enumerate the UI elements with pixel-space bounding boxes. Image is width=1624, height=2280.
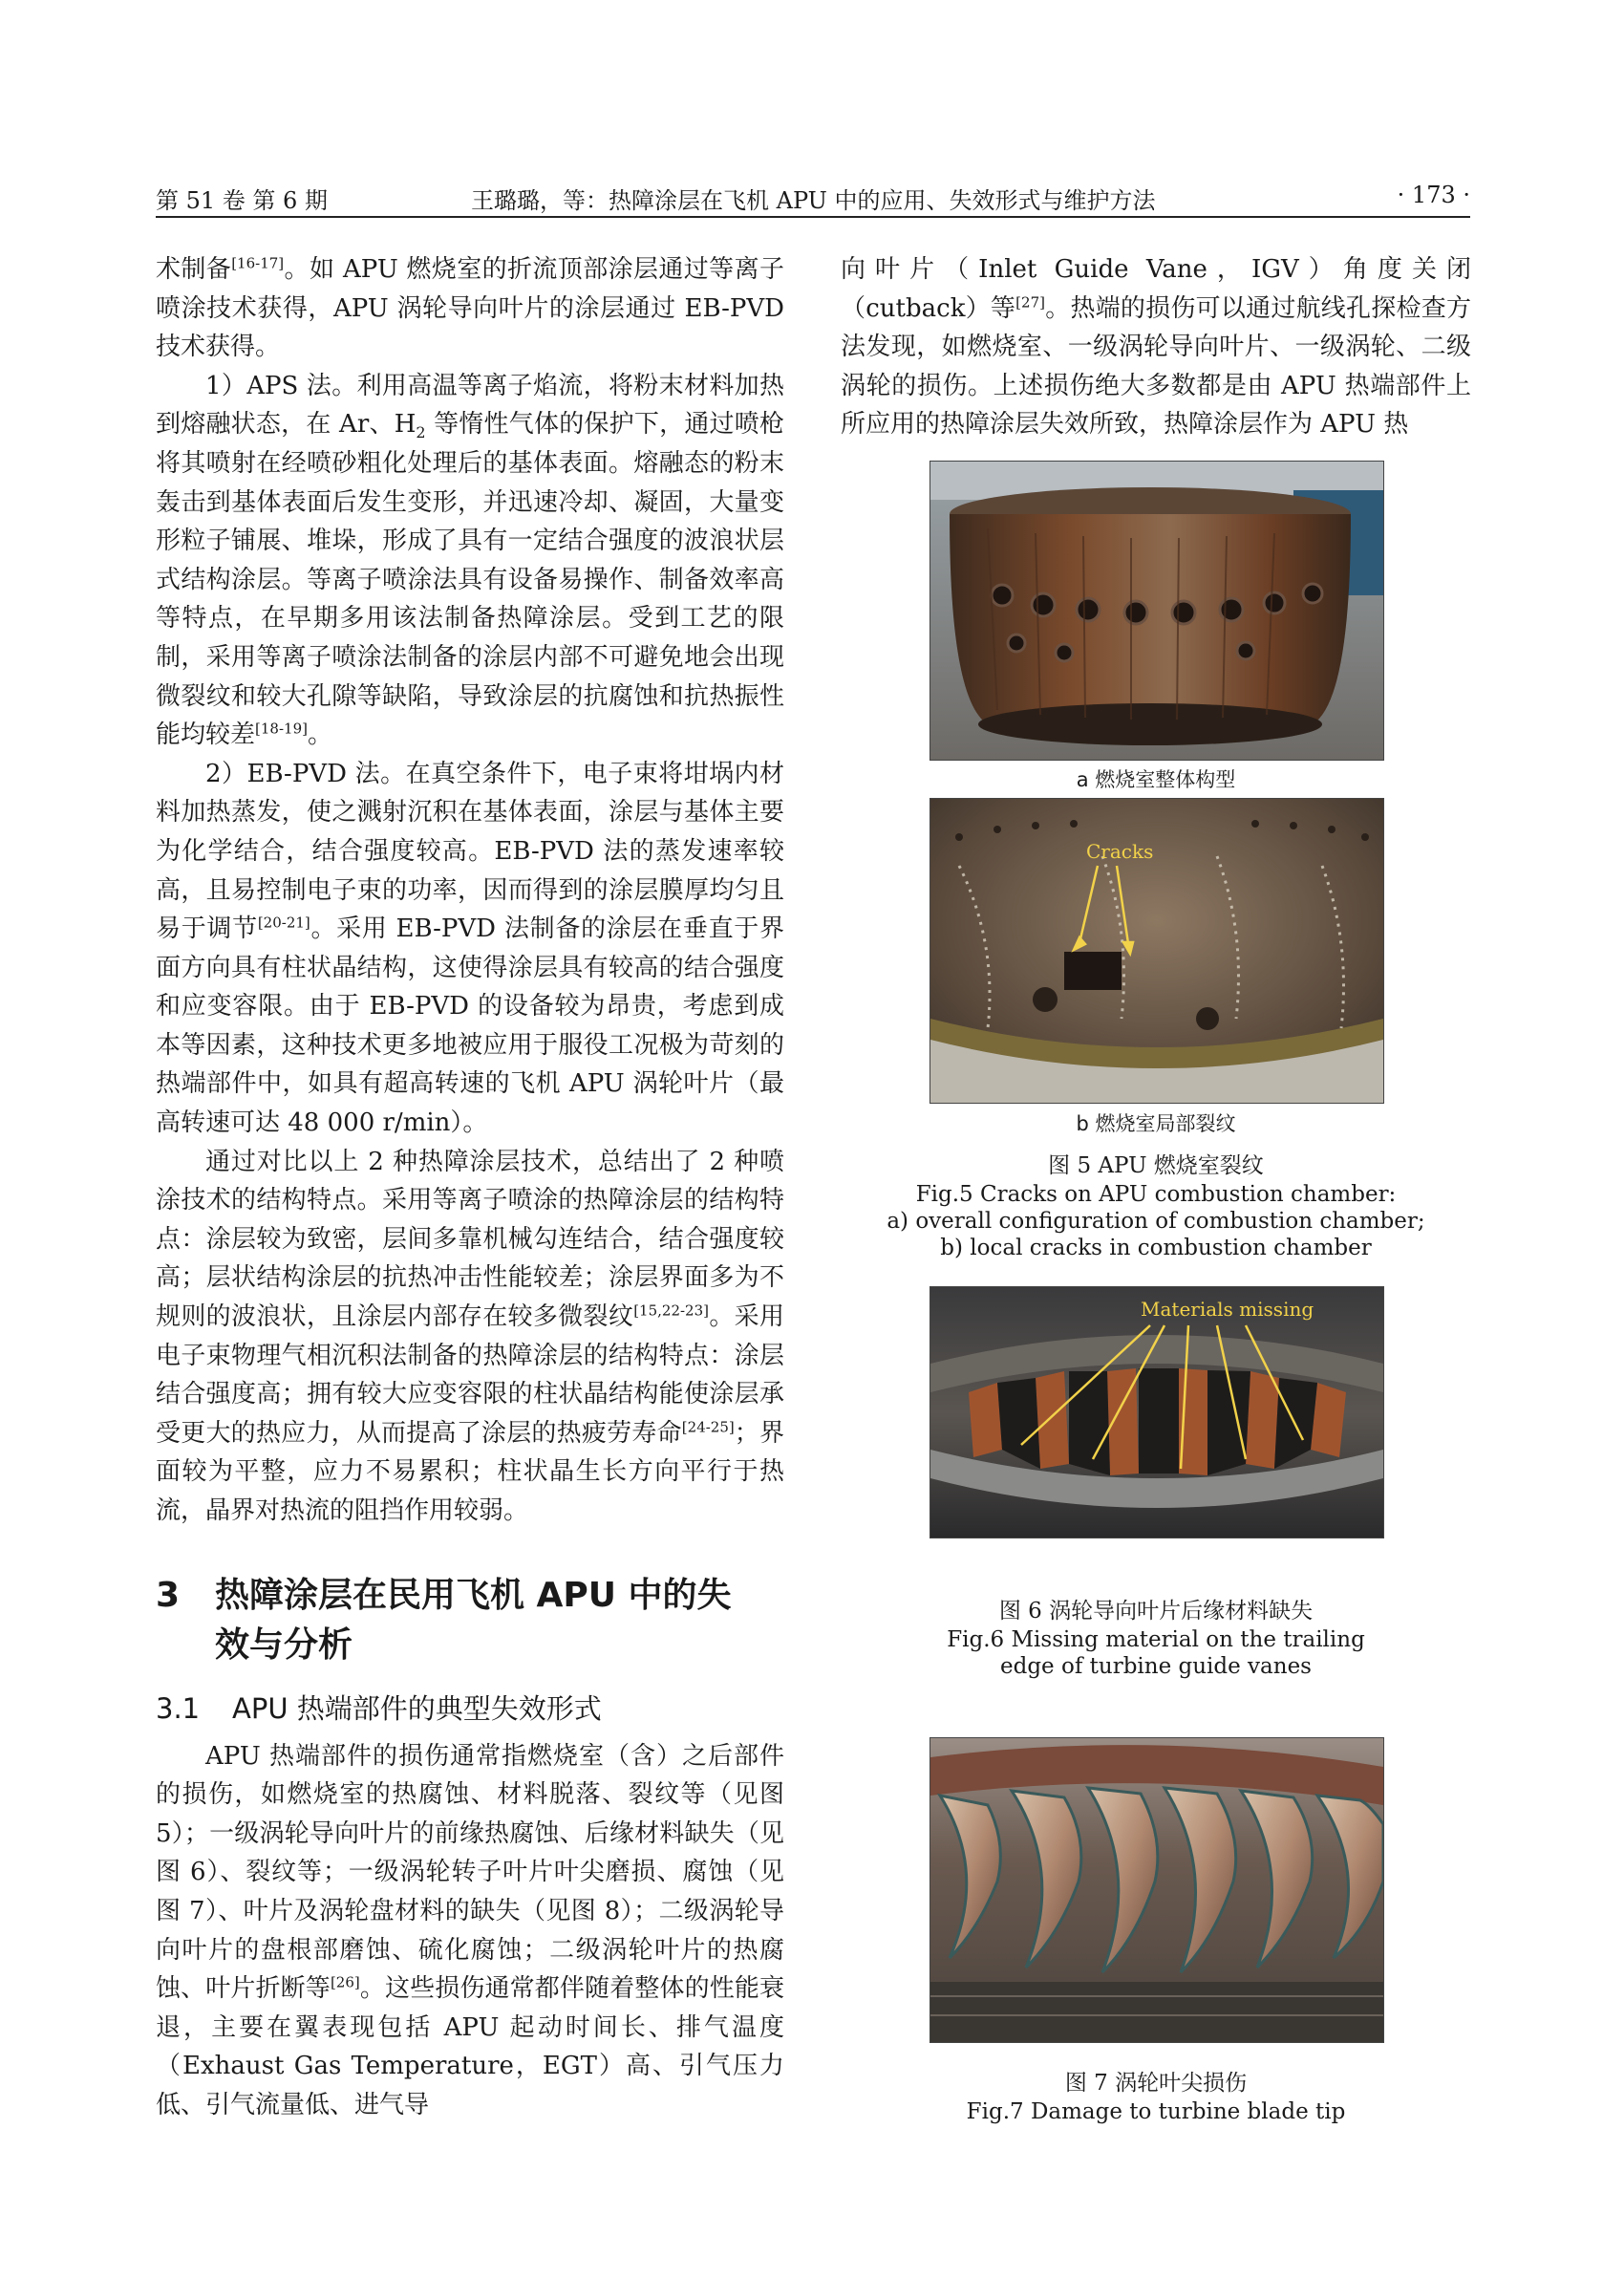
figure-6-photo [930,1286,1384,1538]
figure-7-caption-en: Fig.7 Damage to turbine blade tip [966,2099,1346,2124]
figure-6-caption-en-1: Fig.6 Missing material on the trailing [947,1627,1365,1652]
left-column [156,250,784,2125]
section-heading-3: 3 热障涂层在民用飞机 APU 中的失 效与分析 [156,1575,732,1665]
figure-5a-photo [930,461,1384,761]
figure-6-caption-cn: 图 6 涡轮导向叶片后缘材料缺失 [998,1599,1314,1624]
paragraph: 向叶片（Inlet Guide Vane，IGV）角度关闭（cutback）等[27]。热端的损伤可以通过航线孔探检查方法发现，如燃烧室、一级涡轮导向叶片、一级涡轮、二级涡轮的损伤。上述损伤绝大多数都是由 APU 热端部件上所应用的热障涂层失效所致，热障涂层作为 APU 热 [841,255,1471,440]
figure-7-photo [930,1737,1384,2043]
citation: [20-21] [257,914,310,932]
figure-7-caption-cn: 图 7 涡轮叶尖损伤 [1064,2071,1248,2096]
section-heading-3-1: 3.1 APU 热端部件的典型失效形式 [156,1691,602,1725]
right-column-text [841,250,1471,444]
paragraph-aps: 1）APS 法。利用高温等离子焰流，将粉末材料加热到熔融状态，在 Ar、$H_2$ 等惰性气体的保护下，通过喷枪将其喷射在经喷砂粗化处理后的基体表面。熔融态的粉末轰击到基体表面后发生变形，并迅速冷却、凝固，大量变形粒子铺展、堆垛，形成了具有一定结合强度的波浪状层式结构涂层。等离子喷涂法具有设备易操作、制备效率高等特点，在早期多用该法制备热障涂层。受到工艺的限制，采用等离子喷涂法制备的涂层内部不可避免地会出现微裂纹和较大孔隙等缺陷，导致涂层的抗腐蚀和抗热振性能均较差[18-19]。 [156,371,784,750]
citation: [24-25] [681,1418,735,1436]
figure-5-caption-cn: 图 5 APU 燃烧室裂纹 [1048,1153,1264,1178]
paragraph-ebpvd: 2）EB-PVD 法。在真空条件下，电子束将坩埚内材料加热蒸发，使之溅射沉积在基体表面，涂层与基体主要为化学结合，结合强度较高。EB-PVD 法的蒸发速率较高，且易控制电子束的功率，因而得到的涂层膜厚均匀且易于调节[20-21]。采用 EB-PVD 法制备的涂层在垂直于界面方向具有柱状晶结构，这使得涂层具有较高的结合强度和应变容限。由于 EB-PVD 的设备较为昂贵，考虑到成本等因素，这种技术更多地被应用于服役工况极为苛刻的热端部件中，如具有超高转速的飞机 APU 涡轮叶片（最高转速可达 48 000 r/min）。 [156,759,784,1138]
volume-issue: 第 51 卷 第 6 期 [156,187,328,214]
paragraph-failures: APU 热端部件的损伤通常指燃烧室（含）之后部件的损伤，如燃烧室的热腐蚀、材料脱落、裂纹等（见图 5）；一级涡轮导向叶片的前缘热腐蚀、后缘材料缺失（见图 6）、裂纹等；一级涡轮转子叶片叶尖磨损、腐蚀（见图 7）、叶片及涡轮盘材料的缺失（见图 8）；二级涡轮导向叶片的盘根部磨蚀、硫化腐蚀；二级涡轮叶片的热腐蚀、叶片折断等[26]。这些损伤通常都伴随着整体的性能衰退，主要在翼表现包括 APU 起动时间长、排气温度（Exhaust Gas Temperature，EGT）高、引气压力低、引气流量低、进气导 [156,1741,784,2119]
figure-5b-photo [930,798,1384,1104]
figure-6-caption-en-2: edge of turbine guide vanes [1000,1654,1312,1679]
page-number: · 173 · [1397,182,1470,208]
figure-5-caption-en-3: b) local cracks in combustion chamber [940,1236,1372,1260]
cracks-label: Cracks [1086,840,1154,863]
citation: [26] [330,1973,360,1991]
citation: [18-19] [255,720,308,738]
running-header [156,178,1470,218]
paragraph-comparison: 通过对比以上 2 种热障涂层技术，总结出了 2 种喷涂技术的结构特点。采用等离子喷涂的热障涂层的结构特点：涂层较为致密，层间多靠机械勾连结合，结合强度较高；层状结构涂层的抗热冲击性能较差；涂层界面多为不规则的波浪状，且涂层内部存在较多微裂纹[15,22-23]。采用电子束物理气相沉积法制备的热障涂层的结构特点：涂层结合强度高；拥有较大应变容限的柱状晶结构能使涂层承受更大的热应力，从而提高了涂层的热疲劳寿命[24-25]；界面较为平整，应力不易累积；柱状晶生长方向平行于热流，晶界对热流的阻挡作用较弱。 [156,1147,784,1525]
figure-5b-caption: b 燃烧室局部裂纹 [1076,1112,1236,1135]
running-title: 王璐璐，等：热障涂层在飞机 APU 中的应用、失效形式与维护方法 [471,187,1156,214]
citation: [16-17] [231,254,285,272]
figure-5-caption-en-1: Fig.5 Cracks on APU combustion chamber: [915,1182,1397,1207]
materials-missing-label: Materials missing [1141,1298,1314,1321]
citation: [27] [1015,292,1045,311]
citation: [15,22-23] [633,1301,709,1320]
paragraph: 术制备[16-17]。如 APU 燃烧室的折流顶部涂层通过等离子喷涂技术获得，APU 涡轮导向叶片的涂层通过 EB-PVD 技术获得。 [156,254,784,362]
figure-5a-caption: a 燃烧室整体构型 [1076,768,1236,791]
figure-5-caption-en-2: a) overall configuration of combustion chamber; [887,1209,1425,1234]
